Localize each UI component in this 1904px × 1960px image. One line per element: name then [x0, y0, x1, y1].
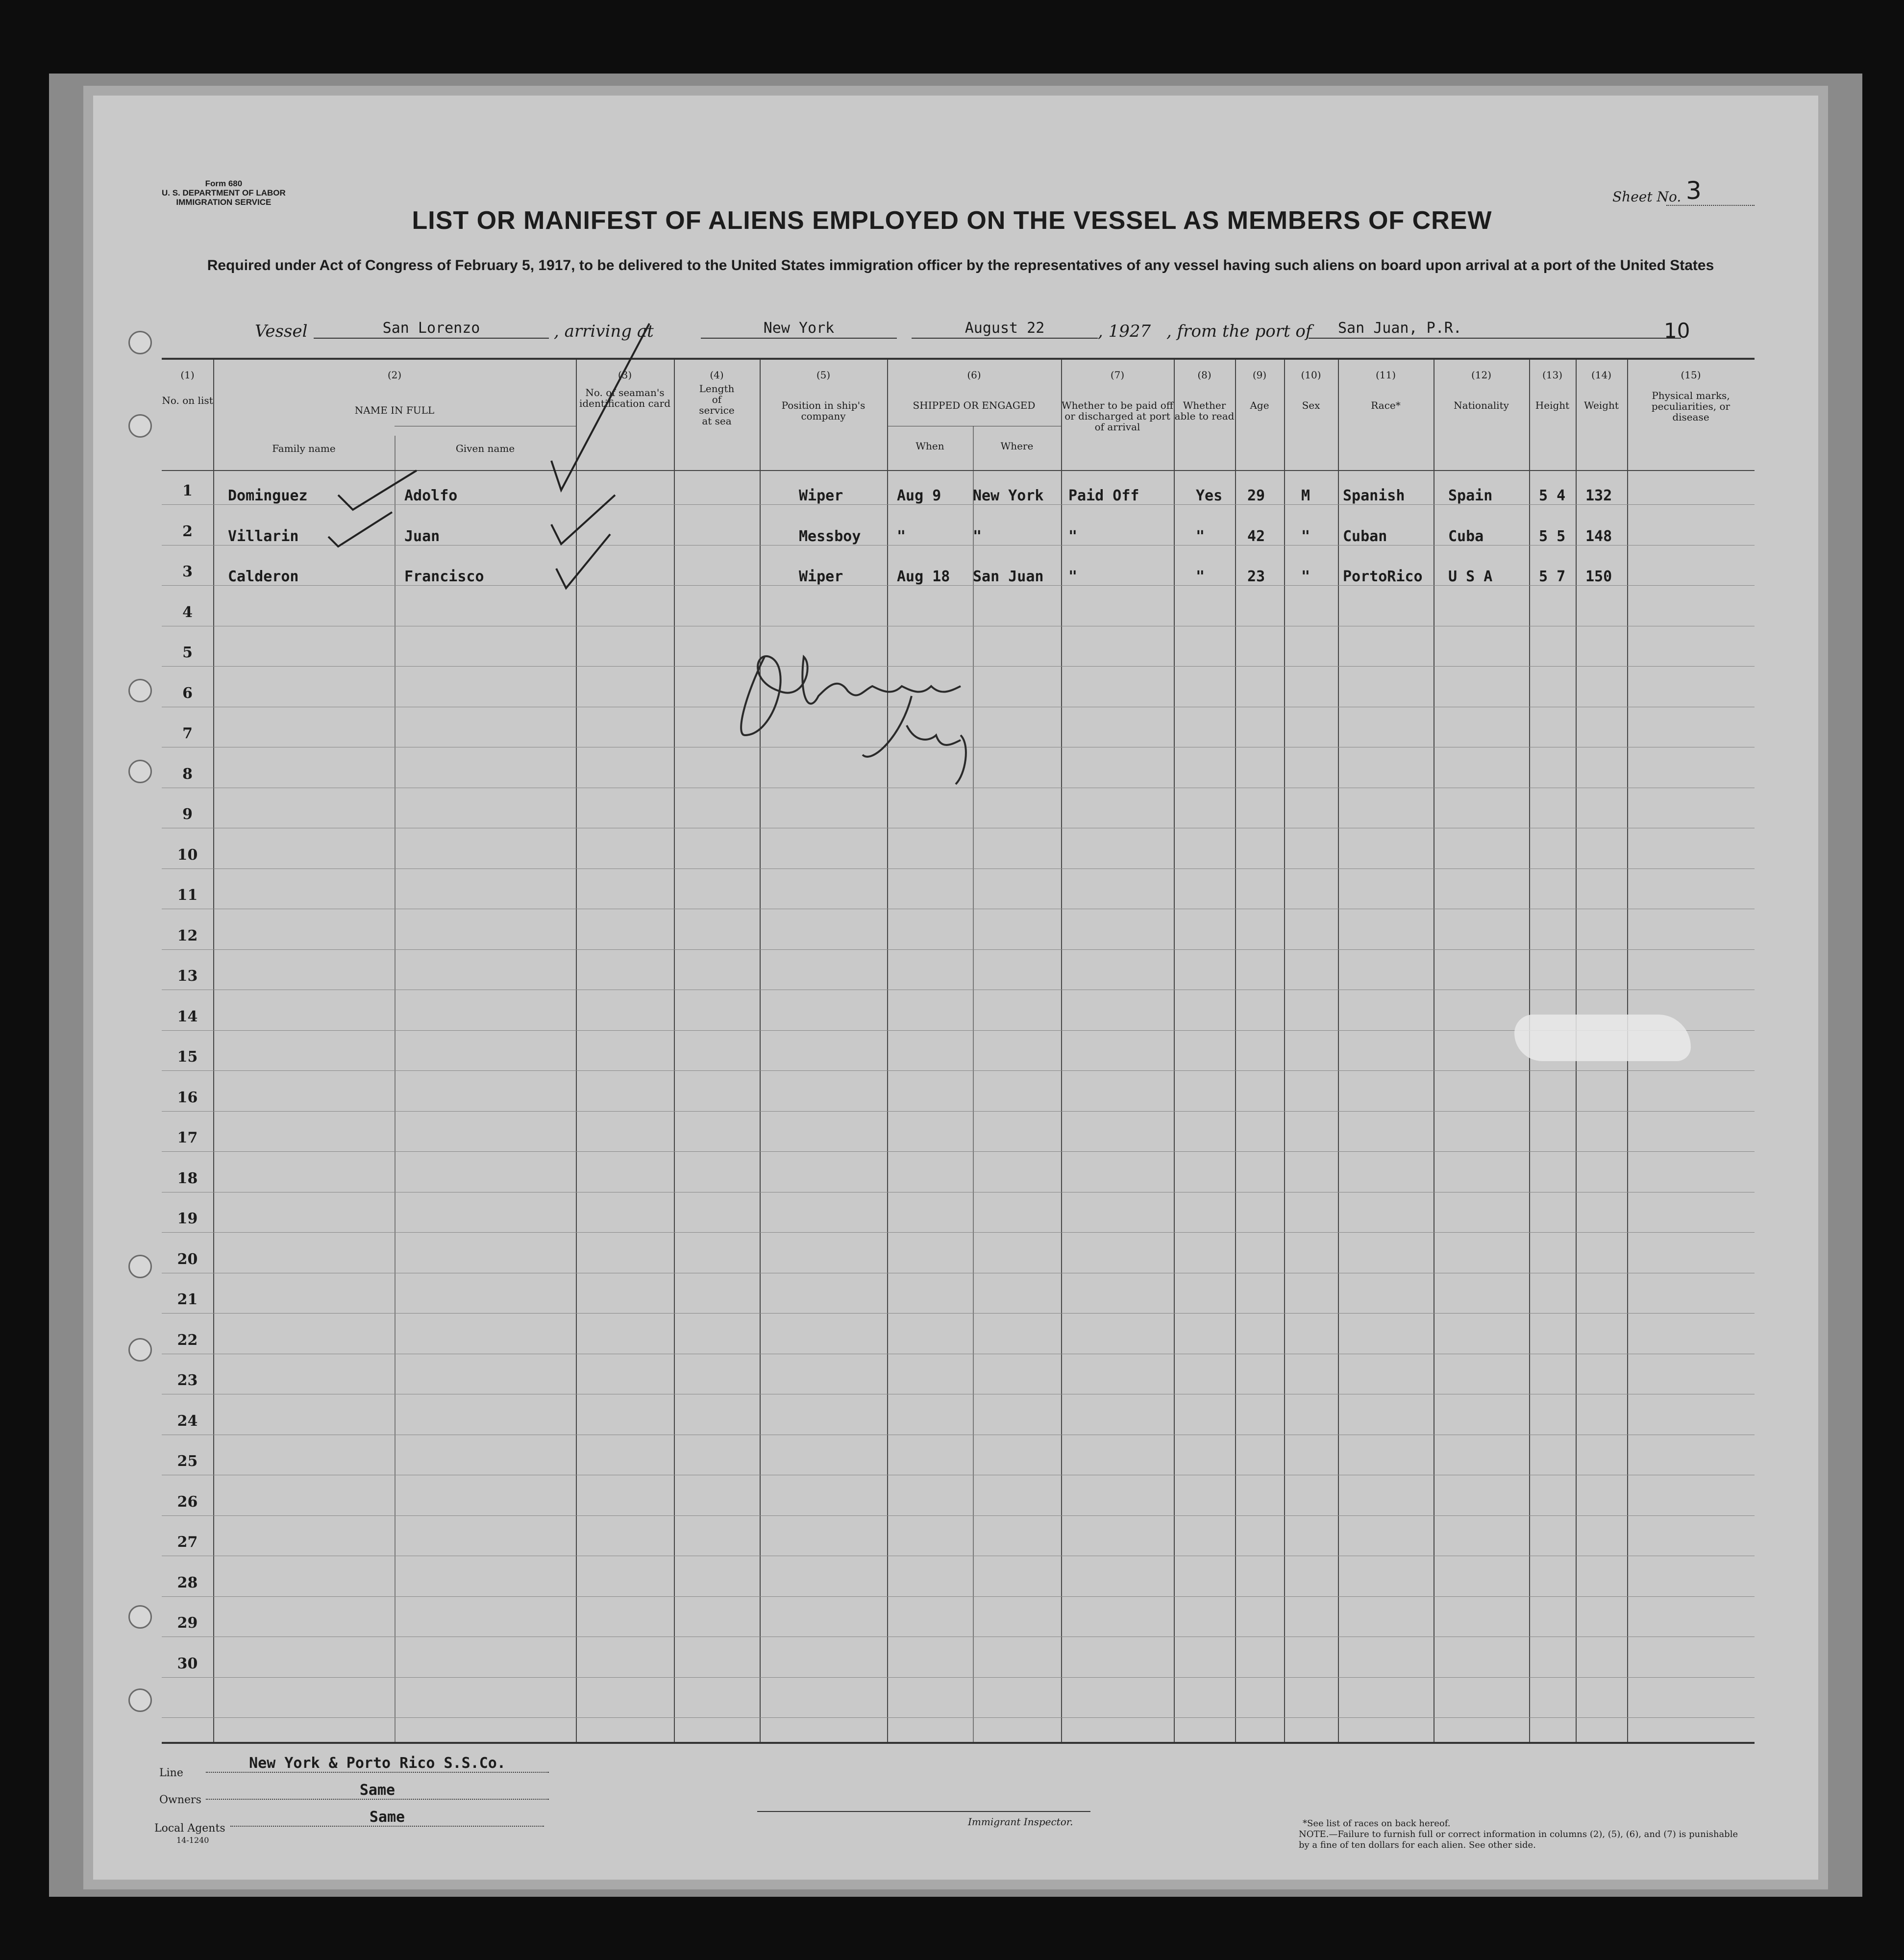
- row-number: 30: [177, 1655, 198, 1672]
- row-number: 14: [177, 1008, 198, 1025]
- col-5-header: [760, 370, 887, 422]
- vessel-name: San Lorenzo: [314, 320, 549, 339]
- column-divider: [1235, 360, 1236, 1742]
- col-12-header: [1434, 370, 1529, 411]
- row-divider: [162, 1111, 1755, 1112]
- inspector-signature: [716, 637, 1068, 799]
- row-number: 28: [177, 1574, 198, 1591]
- row-number: 23: [177, 1372, 198, 1389]
- arrival-year: , 1927: [1098, 322, 1151, 341]
- form-identifier: [162, 179, 286, 207]
- cell-given: Juan: [404, 527, 440, 545]
- column-divider: [674, 360, 675, 1742]
- column-divider: [1061, 360, 1062, 1742]
- cell-weight: 132: [1585, 487, 1612, 504]
- cell-when: Aug 9: [897, 487, 941, 504]
- crew-table: [162, 358, 1755, 1744]
- col-number: (15): [1681, 369, 1701, 381]
- sheet-line: [1666, 205, 1755, 206]
- cell-read: Yes: [1196, 487, 1223, 504]
- row-number: 25: [177, 1453, 198, 1470]
- row-number: 26: [177, 1493, 198, 1511]
- cell-height: 5 5: [1539, 527, 1566, 545]
- column-divider: [760, 360, 761, 1742]
- cell-position: Wiper: [799, 487, 843, 504]
- col-6-header: [887, 370, 1061, 411]
- punch-hole: [128, 1338, 152, 1362]
- row-divider: [162, 1313, 1755, 1314]
- col-label: Sex: [1302, 399, 1320, 411]
- col-1-header: [162, 370, 213, 406]
- cell-height: 5 4: [1539, 487, 1566, 504]
- col-label: Position in ship's company: [781, 399, 865, 422]
- row-number: 7: [182, 725, 193, 742]
- row-number: 10: [177, 846, 198, 864]
- cell-when: ": [897, 527, 906, 545]
- cell-age: 42: [1247, 527, 1265, 545]
- row-number: 9: [182, 806, 193, 823]
- row-number: 3: [182, 563, 193, 580]
- col-label: Age: [1250, 399, 1269, 411]
- agents-value: Same: [230, 1809, 544, 1827]
- cell-race: Spanish: [1343, 487, 1405, 504]
- row-number: 15: [177, 1048, 198, 1066]
- arriving-label: , arriving at: [554, 322, 654, 341]
- col-number: (6): [967, 369, 981, 381]
- punch-hole: [128, 1605, 152, 1629]
- form-number: Form 680: [205, 179, 243, 188]
- col-9-header: [1235, 370, 1284, 411]
- punch-hole: [128, 1255, 152, 1278]
- column-divider: [1338, 360, 1339, 1742]
- cell-paid: Paid Off: [1068, 487, 1139, 504]
- row-number: 13: [177, 968, 198, 985]
- cell-race: Cuban: [1343, 527, 1387, 545]
- col-label: NAME IN FULL: [354, 404, 435, 416]
- cell-family: Calderon: [228, 568, 299, 585]
- row-divider: [162, 868, 1755, 869]
- col-label: Physical marks, peculiarities, or disease: [1651, 390, 1731, 423]
- row-divider: [162, 1677, 1755, 1678]
- cell-paid: ": [1068, 568, 1078, 585]
- punch-hole: [128, 414, 152, 438]
- col-number: (4): [710, 369, 724, 381]
- column-divider: [213, 360, 214, 1742]
- col-number: (7): [1110, 369, 1125, 381]
- row-divider: [162, 1151, 1755, 1152]
- col-label: No. on list: [162, 395, 213, 406]
- row-number: 11: [177, 887, 198, 904]
- cell-sex: ": [1301, 568, 1311, 585]
- cell-where: ": [973, 527, 982, 545]
- row-divider: [162, 1232, 1755, 1233]
- row-number: 6: [182, 684, 193, 702]
- inspector-signature-line: [757, 1811, 1090, 1812]
- row-number: 5: [182, 644, 193, 661]
- agents-label: Local Agents: [154, 1822, 225, 1835]
- row-divider: [162, 1596, 1755, 1597]
- column-divider: [395, 436, 396, 1742]
- from-port-label: , from the port of: [1166, 322, 1312, 341]
- row-number: 4: [182, 603, 193, 621]
- col-label: Height: [1535, 399, 1570, 411]
- races-note: *See list of races on back hereof.: [1303, 1818, 1451, 1829]
- sheet-label: Sheet No.: [1612, 189, 1681, 205]
- row-number: 27: [177, 1534, 198, 1551]
- col-2-header: [213, 370, 576, 416]
- cell-nationality: Spain: [1448, 487, 1493, 504]
- page-title: LIST OR MANIFEST OF ALIENS EMPLOYED ON THE VESSEL AS MEMBERS OF CREW: [412, 206, 1492, 235]
- shipped-when-header: When: [915, 440, 944, 452]
- col-label: Race*: [1371, 399, 1401, 411]
- col-label: Length of service at sea: [699, 383, 735, 427]
- col-4-header: [674, 370, 760, 426]
- col-number: (2): [387, 369, 402, 381]
- col-14-header: [1576, 370, 1627, 411]
- corner-number: 10: [1664, 319, 1690, 343]
- cell-family: Villarin: [228, 527, 299, 545]
- column-divider: [1284, 360, 1285, 1742]
- agents-code: 14-1240: [176, 1836, 209, 1845]
- row-number: 12: [177, 927, 198, 944]
- sheet-number: 3: [1686, 176, 1702, 205]
- col-7-header: [1061, 370, 1174, 432]
- col-label: SHIPPED OR ENGAGED: [913, 399, 1036, 411]
- cell-weight: 148: [1585, 527, 1612, 545]
- check-mark-icon: [546, 529, 615, 593]
- col-number: (3): [618, 369, 632, 381]
- col-label: Whether able to read: [1174, 399, 1235, 422]
- row-divider: [162, 949, 1755, 950]
- arriving-port: New York: [701, 320, 897, 339]
- col-11-header: [1338, 370, 1434, 411]
- cell-age: 29: [1247, 487, 1265, 504]
- footer-note: [1299, 1818, 1740, 1851]
- row-divider: [162, 1717, 1755, 1718]
- owners-label: Owners: [159, 1794, 201, 1806]
- shipped-where-header: Where: [1000, 440, 1034, 452]
- cell-height: 5 7: [1539, 568, 1566, 585]
- vessel-label: Vessel: [255, 322, 308, 341]
- column-divider: [1174, 360, 1175, 1742]
- given-name-header: Given name: [455, 443, 515, 454]
- row-number: 29: [177, 1614, 198, 1632]
- row-divider: [162, 1515, 1755, 1516]
- check-mark-icon: [542, 314, 659, 500]
- col-number: (8): [1197, 369, 1212, 381]
- row-number: 24: [177, 1412, 198, 1430]
- cell-nationality: Cuba: [1448, 527, 1484, 545]
- col-8-header: [1174, 370, 1235, 422]
- row-number: 16: [177, 1089, 198, 1106]
- col-number: (13): [1542, 369, 1563, 381]
- col-number: (14): [1591, 369, 1612, 381]
- col-number: (5): [816, 369, 831, 381]
- cell-sex: M: [1301, 487, 1311, 504]
- punch-hole: [128, 1688, 152, 1712]
- row-divider: [162, 1070, 1755, 1071]
- form-department: U. S. DEPARTMENT OF LABOR: [162, 188, 286, 198]
- column-divider: [973, 426, 974, 1742]
- col-15-header: [1627, 370, 1755, 422]
- column-divider: [887, 360, 888, 1742]
- row-number: 1: [182, 482, 193, 499]
- paper-stain: [1514, 1015, 1691, 1061]
- col-label: Nationality: [1454, 399, 1509, 411]
- col-number: (12): [1471, 369, 1492, 381]
- row-number: 21: [177, 1291, 198, 1308]
- cell-position: Wiper: [799, 568, 843, 585]
- arrival-date: August 22: [912, 320, 1098, 339]
- row-number: 8: [182, 765, 193, 783]
- cell-where: New York: [973, 487, 1044, 504]
- col-label: Weight: [1584, 399, 1619, 411]
- col-number: (1): [180, 369, 195, 381]
- cell-position: Messboy: [799, 527, 861, 545]
- cell-where: San Juan: [973, 568, 1044, 585]
- punch-hole: [128, 679, 152, 702]
- family-name-header: Family name: [272, 443, 336, 454]
- owners-value: Same: [206, 1782, 549, 1800]
- col-label: No. of seaman's identification card: [579, 387, 670, 409]
- cell-weight: 150: [1585, 568, 1612, 585]
- from-port: San Juan, P.R.: [1309, 320, 1681, 339]
- row-divider: [162, 585, 1755, 586]
- penalty-note: NOTE.—Failure to furnish full or correct information in columns (2), (5), (6), and (7) is punishable by a fine of ten dollars for each alien. See other side.: [1299, 1829, 1738, 1850]
- col-13-header: [1529, 370, 1576, 411]
- punch-hole: [128, 760, 152, 783]
- cell-when: Aug 18: [897, 568, 950, 585]
- row-number: 17: [177, 1129, 198, 1146]
- cell-paid: ": [1068, 527, 1078, 545]
- cell-age: 23: [1247, 568, 1265, 585]
- col-number: (10): [1301, 369, 1321, 381]
- cell-race: PortoRico: [1343, 568, 1423, 585]
- cell-read: ": [1196, 568, 1205, 585]
- line-label: Line: [159, 1767, 183, 1779]
- col-number: (11): [1375, 369, 1396, 381]
- cell-family: Dominguez: [228, 487, 308, 504]
- row-number: 19: [177, 1210, 198, 1227]
- cell-sex: ": [1301, 527, 1311, 545]
- col-label: Whether to be paid off or discharged at port of arrival: [1062, 399, 1173, 433]
- row-number: 18: [177, 1169, 198, 1187]
- cell-read: ": [1196, 527, 1205, 545]
- col-10-header: [1284, 370, 1338, 411]
- inspector-label: Immigrant Inspector.: [968, 1816, 1073, 1828]
- check-mark-icon: [323, 507, 402, 551]
- row-number: 22: [177, 1331, 198, 1349]
- col-number: (9): [1252, 369, 1267, 381]
- row-number: 2: [182, 522, 193, 540]
- cell-given: Adolfo: [404, 487, 458, 504]
- row-number: 20: [177, 1250, 198, 1268]
- cell-nationality: U S A: [1448, 568, 1493, 585]
- line-value: New York & Porto Rico S.S.Co.: [206, 1755, 549, 1773]
- page-subtitle: Required under Act of Congress of February 5, 1917, to be delivered to the United States immigration officer by the representatives of any vessel having such aliens on board upon arrival at a port of the United States: [207, 257, 1714, 273]
- punch-hole: [128, 331, 152, 354]
- form-service: IMMIGRATION SERVICE: [176, 198, 272, 207]
- cell-given: Francisco: [404, 568, 484, 585]
- vessel-info-row: [255, 319, 1725, 343]
